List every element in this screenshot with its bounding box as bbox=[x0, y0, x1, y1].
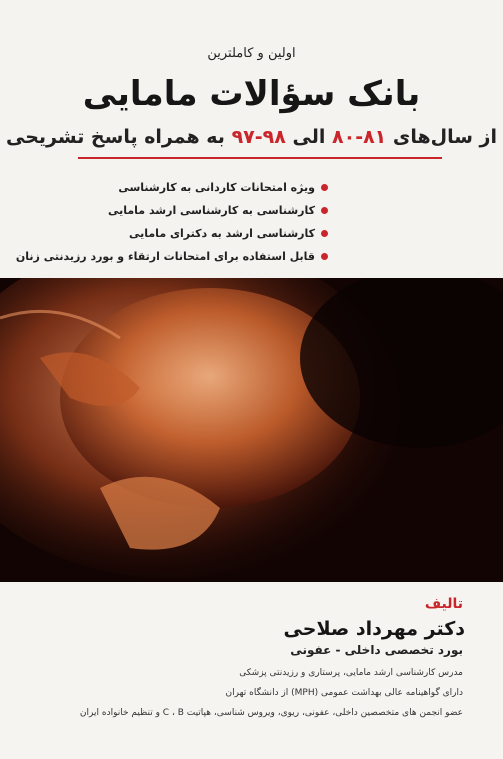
feature-list bbox=[15, 176, 328, 268]
bullet-dot-icon bbox=[321, 184, 328, 191]
years-middle: الی bbox=[292, 126, 326, 148]
small-heading: اولین و کاملترین bbox=[207, 46, 296, 61]
fetus-illustration bbox=[0, 278, 503, 582]
author-label: تالیف bbox=[424, 596, 463, 612]
bullet-dot-icon bbox=[321, 253, 328, 260]
feature-text: ویژه امتحانات کاردانی به کارشناسی bbox=[118, 181, 315, 194]
book-title: بانک سؤالات مامایی bbox=[82, 74, 421, 114]
bullet-dot-icon bbox=[321, 207, 328, 214]
feature-item bbox=[28, 222, 328, 245]
bullet-dot-icon bbox=[321, 230, 328, 237]
years-range-2: ۹۸-۹۷ bbox=[231, 126, 286, 148]
fetus-photo bbox=[0, 278, 503, 582]
years-line bbox=[0, 126, 503, 148]
red-divider bbox=[78, 157, 442, 159]
credential-line: مدرس کارشناسی ارشد مامایی، پرستاری و رزیدنتی پزشکی bbox=[239, 668, 463, 678]
feature-text: کارشناسی به کارشناسی ارشد مامایی bbox=[107, 204, 315, 217]
years-range-1: ۸۱-۸۰ bbox=[331, 126, 387, 148]
years-prefix: از سال‌های bbox=[392, 126, 497, 148]
cover-top-section bbox=[0, 0, 503, 278]
feature-item bbox=[15, 245, 328, 268]
years-suffix: به همراه پاسخ تشریحی bbox=[5, 126, 225, 148]
feature-item bbox=[28, 176, 328, 199]
author-name: دکتر مهرداد صلاحی bbox=[283, 618, 465, 640]
feature-item bbox=[28, 199, 328, 222]
author-specialty: بورد تخصصی داخلی - عفونی bbox=[290, 643, 463, 657]
credential-line: دارای گواهینامه عالی بهداشت عمومی (MPH) از دانشگاه تهران bbox=[225, 688, 463, 698]
credential-line: عضو انجمن های متخصصین داخلی، عفونی، ریوی، ویروس شناسی، هپاتیت C ، B و تنظیم خانواده ایران bbox=[79, 708, 463, 718]
feature-text: قابل استفاده برای امتحانات ارتقاء و بورد رزیدنتی زنان bbox=[15, 250, 315, 263]
feature-text: کارشناسی ارشد به دکترای مامایی bbox=[128, 227, 315, 240]
